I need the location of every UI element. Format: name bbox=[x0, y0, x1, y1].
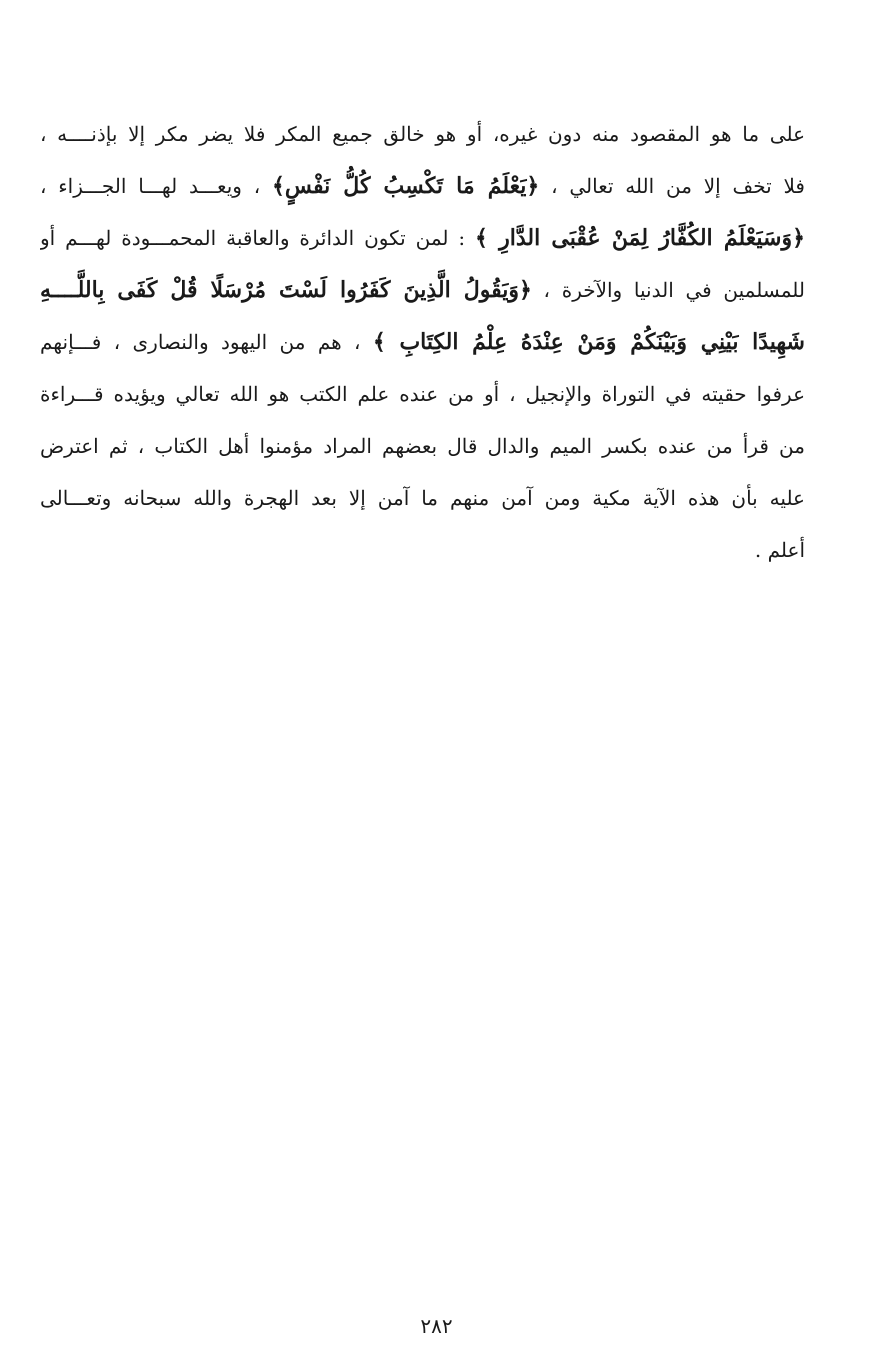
text-segment: للمسلمين في الدنيا والآخرة ، bbox=[531, 278, 805, 302]
body-text bbox=[40, 108, 805, 576]
text-line bbox=[40, 264, 805, 316]
text-segment: من قرأ من عنده بكسر الميم والدال قال بعضهم المراد مؤمنوا أهل الكتاب ، ثم اعترض bbox=[40, 434, 805, 458]
quran-verse: ﴿يَعْلَمُ مَا تَكْسِبُ كُلُّ نَفْسٍ﴾ bbox=[272, 173, 540, 199]
text-segment: عرفوا حقيته في التوراة والإنجيل ، أو من عنده علم الكتب هو الله تعالي ويؤيده قـــراءة bbox=[40, 382, 805, 406]
quran-verse: ﴿وَيَقُولُ الَّذِينَ كَفَرُوا لَسْتَ مُرْسَلًا قُلْ كَفَى بِاللَّــــهِ bbox=[40, 277, 532, 303]
text-line bbox=[40, 368, 805, 420]
text-segment: ، هم من اليهود والنصارى ، فـــإنهم bbox=[40, 330, 361, 354]
page-number: ٢٨٢ bbox=[420, 1314, 453, 1338]
text-segment: عليه بأن هذه الآية مكية ومن آمن منهم ما آمن إلا بعد الهجرة والله سبحانه وتعـــالى bbox=[40, 486, 805, 510]
text-segment: على ما هو المقصود منه دون غيره، أو هو خالق جميع المكر فلا يضر مكر إلا بإذنــــه ، bbox=[40, 122, 805, 146]
text-segment: ، ويعـــد لهـــا الجـــزاء ، bbox=[40, 174, 261, 198]
text-line bbox=[40, 316, 805, 368]
quran-verse: شَهِيدًا بَيْنِي وَبَيْنَكُمْ وَمَنْ عِنْدَهُ عِلْمُ الكِتَابِ ﴾ bbox=[372, 329, 805, 355]
text-line bbox=[40, 212, 805, 264]
text-segment: فلا تخف إلا من الله تعالي ، bbox=[539, 174, 805, 198]
text-segment: : لمن تكون الدائرة والعاقبة المحمـــودة لهـــم أو bbox=[40, 226, 466, 250]
text-line bbox=[40, 524, 805, 576]
text-line bbox=[40, 420, 805, 472]
text-line bbox=[40, 160, 805, 212]
text-line bbox=[40, 108, 805, 160]
quran-verse: ﴿وَسَيَعْلَمُ الكُفَّارُ لِمَنْ عُقْبَى الدَّارِ ﴾ bbox=[475, 225, 805, 251]
text-segment: أعلم . bbox=[754, 538, 805, 562]
text-line bbox=[40, 472, 805, 524]
